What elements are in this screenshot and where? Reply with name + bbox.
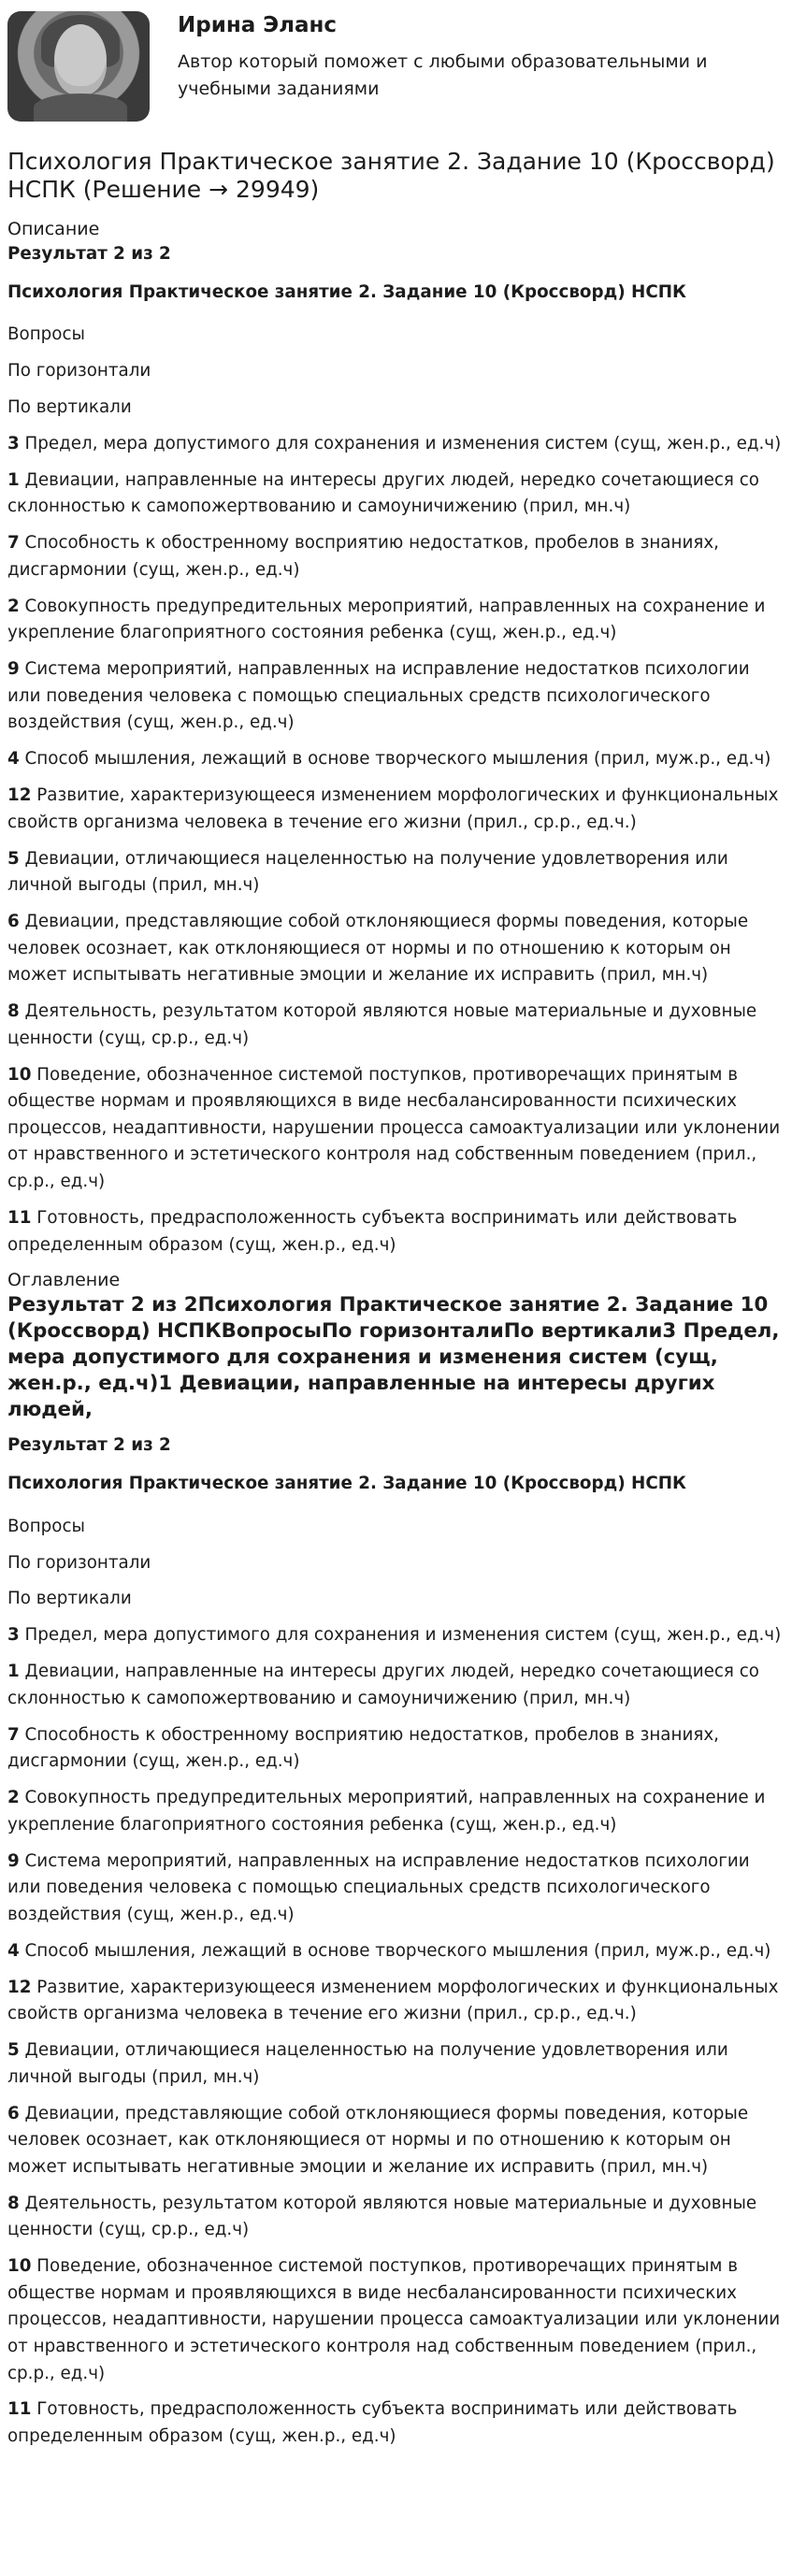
question-text: Способность к обостренному восприятию недостатков, пробелов в знаниях, дисгармонии (сущ, жен.р., ед.ч) bbox=[7, 533, 719, 580]
question-number: 11 bbox=[7, 1207, 32, 1228]
vertical-label: По вертикали bbox=[7, 396, 132, 417]
question-item bbox=[7, 909, 785, 989]
subject-line: Психология Практическое занятие 2. Задание 10 (Кроссворд) НСПК bbox=[7, 1474, 686, 1494]
result-line: Результат 2 из 2 bbox=[7, 1435, 171, 1456]
question-text: Поведение, обозначенное системой поступков, противоречащих принятым в обществе нормам и проявляющихся в виде несбалансированности психических процессов, неадаптивности, нарушении процесса самоактуализации или уклонении от нравственного и эстетического контроля над собственным поведением (прил., ср.р., ед.ч) bbox=[7, 2256, 781, 2383]
question-item bbox=[7, 1622, 785, 1649]
question-text: Поведение, обозначенное системой поступков, противоречащих принятым в обществе нормам и проявляющихся в виде несбалансированности психических процессов, неадаптивности, нарушении процесса самоактуализации или уклонении от нравственного и эстетического контроля над собственным поведением (прил., ср.р., ед.ч) bbox=[7, 1064, 781, 1192]
question-number: 8 bbox=[7, 2193, 20, 2213]
question-text: Способность к обостренному восприятию недостатков, пробелов в знаниях, дисгармонии (сущ, жен.р., ед.ч) bbox=[7, 1724, 719, 1772]
question-number: 10 bbox=[7, 2256, 32, 2277]
avatar-face bbox=[54, 24, 107, 95]
question-text: Способ мышления, лежащий в основе творческого мышления (прил, муж.р., ед.ч) bbox=[24, 1940, 771, 1961]
description-block bbox=[7, 241, 785, 1259]
avatar-shoulders bbox=[34, 94, 127, 122]
question-number: 5 bbox=[7, 848, 20, 869]
question-text: Предел, мера допустимого для сохранения и изменения систем (сущ, жен.р., ед.ч) bbox=[24, 1625, 782, 1646]
question-item bbox=[7, 2253, 785, 2387]
question-list bbox=[7, 431, 785, 1259]
question-text: Девиации, представляющие собой отклоняющиеся формы поведения, которые человек осознает, как отклоняющиеся от нормы и по отношению к которым он может испытывать негативные эмоции и желание их исправить (прил, мн.ч) bbox=[7, 2103, 749, 2177]
questions-label: Вопросы bbox=[7, 324, 85, 345]
question-item bbox=[7, 468, 785, 521]
question-text: Развитие, характеризующееся изменением морфологических и функциональных свойств организма человека в течение его жизни (прил., ср.р., ед.ч.) bbox=[7, 785, 779, 832]
question-number: 2 bbox=[7, 1788, 20, 1808]
question-number: 10 bbox=[7, 1064, 32, 1085]
question-text: Девиации, отличающиеся нацеленностью на получение удовлетворения или личной выгоды (прил, мн.ч) bbox=[7, 848, 728, 896]
author-card bbox=[7, 11, 785, 131]
question-number: 7 bbox=[7, 533, 20, 554]
question-item bbox=[7, 999, 785, 1052]
question-item bbox=[7, 656, 785, 737]
question-item bbox=[7, 1785, 785, 1838]
question-item bbox=[7, 1938, 785, 1965]
question-item bbox=[7, 2037, 785, 2091]
question-number: 4 bbox=[7, 1940, 20, 1961]
question-number: 9 bbox=[7, 1850, 20, 1871]
question-number: 6 bbox=[7, 2103, 20, 2123]
question-text: Совокупность предупредительных мероприятий, направленных на сохранение и укрепление благоприятного состояния ребенка (сущ, жен.р., ед.ч) bbox=[7, 1788, 766, 1835]
question-text: Способ мышления, лежащий в основе творческого мышления (прил, муж.р., ед.ч) bbox=[24, 749, 771, 770]
question-text: Система мероприятий, направленных на исправление недостатков психологии или поведения человека с помощью специальных средств психологического воздействия (сущ, жен.р., ед.ч) bbox=[7, 659, 750, 733]
toc-heading: Результат 2 из 2Психология Практическое занятие 2. Задание 10 (Кроссворд) НСПКВопросыПо горизонталиПо вертикали3 Предел, мера допустимого для сохранения и изменения систем (сущ, жен.р., ед.ч)1 Девиации, направленные на интересы других людей, bbox=[7, 1293, 780, 1422]
question-item bbox=[7, 746, 785, 773]
question-text: Готовность, предрасположенность субъекта воспринимать или действовать определенным образом (сущ, жен.р., ед.ч) bbox=[7, 1207, 738, 1255]
question-text: Девиации, направленные на интересы других людей, нередко сочетающиеся со склонностью к самопожертвованию и самоуничижению (прил, мн.ч) bbox=[7, 1662, 759, 1708]
question-text: Девиации, представляющие собой отклоняющиеся формы поведения, которые человек осознает, как отклоняющиеся от нормы и по отношению к которым он может испытывать негативные эмоции и желание их исправить (прил, мн.ч) bbox=[7, 912, 749, 986]
author-name[interactable]: Ирина Эланс bbox=[178, 13, 338, 37]
toc-label: Оглавление bbox=[7, 1270, 121, 1291]
question-number: 3 bbox=[7, 433, 20, 453]
question-item bbox=[7, 2396, 785, 2450]
question-item bbox=[7, 1849, 785, 1929]
question-number: 4 bbox=[7, 749, 20, 770]
question-number: 8 bbox=[7, 1001, 20, 1022]
question-text: Деятельность, результатом которой являются новые материальные и духовные ценности (сущ, ср.р., ед.ч) bbox=[7, 1001, 757, 1048]
question-number: 9 bbox=[7, 659, 20, 680]
question-number: 6 bbox=[7, 912, 20, 932]
question-number: 1 bbox=[7, 469, 20, 490]
question-item bbox=[7, 530, 785, 583]
question-number: 12 bbox=[7, 1977, 32, 1997]
horizontal-label: По горизонтали bbox=[7, 1552, 151, 1573]
author-avatar[interactable] bbox=[7, 11, 150, 122]
subject-line: Психология Практическое занятие 2. Задание 10 (Кроссворд) НСПК bbox=[7, 281, 686, 302]
question-item bbox=[7, 783, 785, 836]
horizontal-label: По горизонтали bbox=[7, 361, 151, 381]
question-text: Предел, мера допустимого для сохранения и изменения систем (сущ, жен.р., ед.ч) bbox=[24, 433, 782, 453]
questions-label: Вопросы bbox=[7, 1516, 85, 1536]
question-number: 1 bbox=[7, 1662, 20, 1682]
question-text: Готовность, предрасположенность субъекта воспринимать или действовать определенным образом (сущ, жен.р., ед.ч) bbox=[7, 2399, 738, 2447]
toc-block bbox=[7, 1432, 785, 2450]
question-number: 7 bbox=[7, 1724, 20, 1745]
question-item bbox=[7, 1205, 785, 1259]
question-item bbox=[7, 846, 785, 899]
description-label: Описание bbox=[7, 219, 100, 239]
question-number: 11 bbox=[7, 2399, 32, 2420]
question-item bbox=[7, 1975, 785, 2028]
question-number: 5 bbox=[7, 2040, 20, 2061]
question-item bbox=[7, 2101, 785, 2181]
question-list bbox=[7, 1622, 785, 2450]
question-item bbox=[7, 1722, 785, 1776]
question-number: 3 bbox=[7, 1625, 20, 1646]
author-info bbox=[178, 11, 739, 103]
question-item bbox=[7, 2191, 785, 2244]
result-line: Результат 2 из 2 bbox=[7, 244, 171, 264]
question-text: Девиации, направленные на интересы других людей, нередко сочетающиеся со склонностью к самопожертвованию и самоуничижению (прил, мн.ч) bbox=[7, 469, 759, 517]
page-title: Психология Практическое занятие 2. Задание 10 (Кроссворд) НСПК (Решение → 29949) bbox=[7, 148, 775, 203]
question-text: Система мероприятий, направленных на исправление недостатков психологии или поведения человека с помощью специальных средств психологического воздействия (сущ, жен.р., ед.ч) bbox=[7, 1850, 750, 1924]
author-description: Автор который поможет с любыми образовательными и учебными заданиями bbox=[178, 51, 708, 99]
question-text: Деятельность, результатом которой являются новые материальные и духовные ценности (сущ, ср.р., ед.ч) bbox=[7, 2193, 757, 2240]
question-text: Девиации, отличающиеся нацеленностью на получение удовлетворения или личной выгоды (прил, мн.ч) bbox=[7, 2040, 728, 2087]
question-text: Совокупность предупредительных мероприятий, направленных на сохранение и укрепление благоприятного состояния ребенка (сущ, жен.р., ед.ч) bbox=[7, 596, 766, 643]
question-item bbox=[7, 431, 785, 458]
question-text: Развитие, характеризующееся изменением морфологических и функциональных свойств организма человека в течение его жизни (прил., ср.р., ед.ч.) bbox=[7, 1977, 779, 2024]
question-number: 2 bbox=[7, 596, 20, 616]
question-item bbox=[7, 1659, 785, 1712]
question-item bbox=[7, 1062, 785, 1196]
question-number: 12 bbox=[7, 785, 32, 806]
vertical-label: По вертикали bbox=[7, 1589, 132, 1609]
question-item bbox=[7, 594, 785, 647]
